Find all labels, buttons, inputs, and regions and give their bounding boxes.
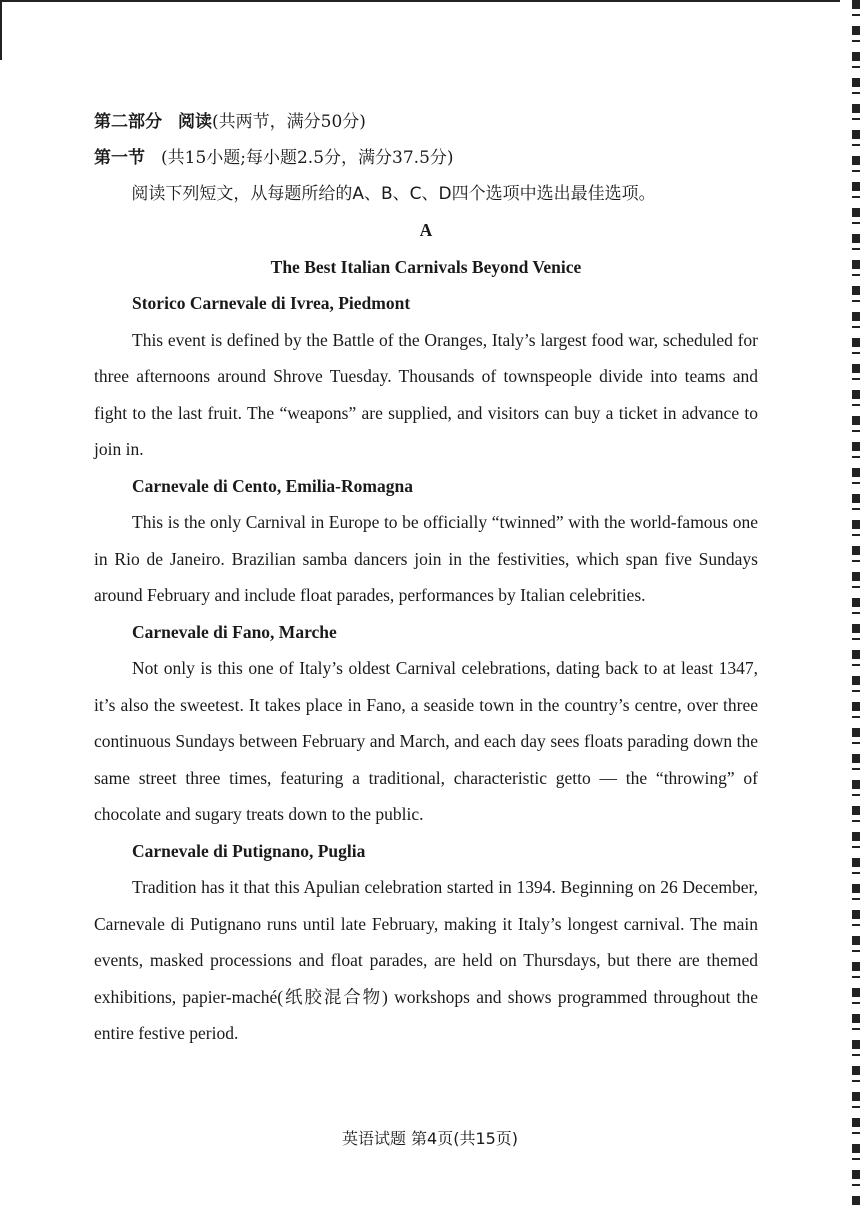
scan-top-border: [0, 0, 840, 2]
scan-right-edge: [852, 0, 860, 1206]
part-subtitle: 阅读: [178, 112, 212, 132]
part-title: 第二部分: [94, 112, 162, 132]
section-heading-fano: Carnevale di Fano, Marche: [132, 621, 337, 642]
section-detail: (共15小题;每小题2.5分，满分37.5分): [161, 148, 454, 168]
section-body-putignano: Tradition has it that this Apulian celebration started in 1394. Beginning on 26 December, Carnevale di Putignano runs until late February, making it Italy’s longest carnival. The main events, masked processions and float parades, are held on Thursdays, but there are themed exhibitions, papier-maché(纸胶混合物) workshops and shows programmed throughout the entire festive period.: [94, 877, 758, 1043]
section-heading-ivrea: Storico Carnevale di Ivrea, Piedmont: [132, 293, 411, 313]
section-heading: [94, 140, 758, 176]
passage-letter: A: [419, 220, 433, 240]
part-heading: [94, 104, 758, 140]
section-heading-putignano: Carnevale di Putignano, Puglia: [132, 840, 366, 861]
passage-title: The Best Italian Carnivals Beyond Venice: [270, 256, 582, 277]
part-detail: (共两节，满分50分): [212, 112, 366, 132]
exam-page: [94, 104, 758, 1052]
instruction: 阅读下列短文，从每题所给的A、B、C、D四个选项中选出最佳选项。: [131, 184, 656, 204]
section-heading-cento: Carnevale di Cento, Emilia-Romagna: [132, 475, 413, 496]
section-body-cento: This is the only Carnival in Europe to be officially “twinned” with the world-famous one in Rio de Janeiro. Brazilian samba dancers join in the festivities, which span five Sundays around February and include float parades, performances by Italian celebrities.: [94, 512, 758, 605]
section-body-ivrea: This event is defined by the Battle of the Oranges, Italy’s largest food war, scheduled for three afternoons around Shrove Tuesday. Thousands of townspeople divide into teams and fight to the last fruit. The “weapons” are supplied, and visitors can buy a ticket in advance to join in.: [94, 329, 758, 459]
scan-left-border: [0, 0, 2, 60]
page-footer: 英语试题 第4页(共15页): [341, 1129, 519, 1148]
section-body-fano: Not only is this one of Italy’s oldest Carnival celebrations, dating back to at least 1347, it’s also the sweetest. It takes place in Fano, a seaside town in the country’s centre, over three continuous Sundays between February and March, and each day sees floats parading down the same street three times, featuring a traditional, characteristic getto — the “throwing” of chocolate and sugary treats down to the public.: [94, 658, 758, 824]
section-title: 第一节: [94, 148, 145, 168]
